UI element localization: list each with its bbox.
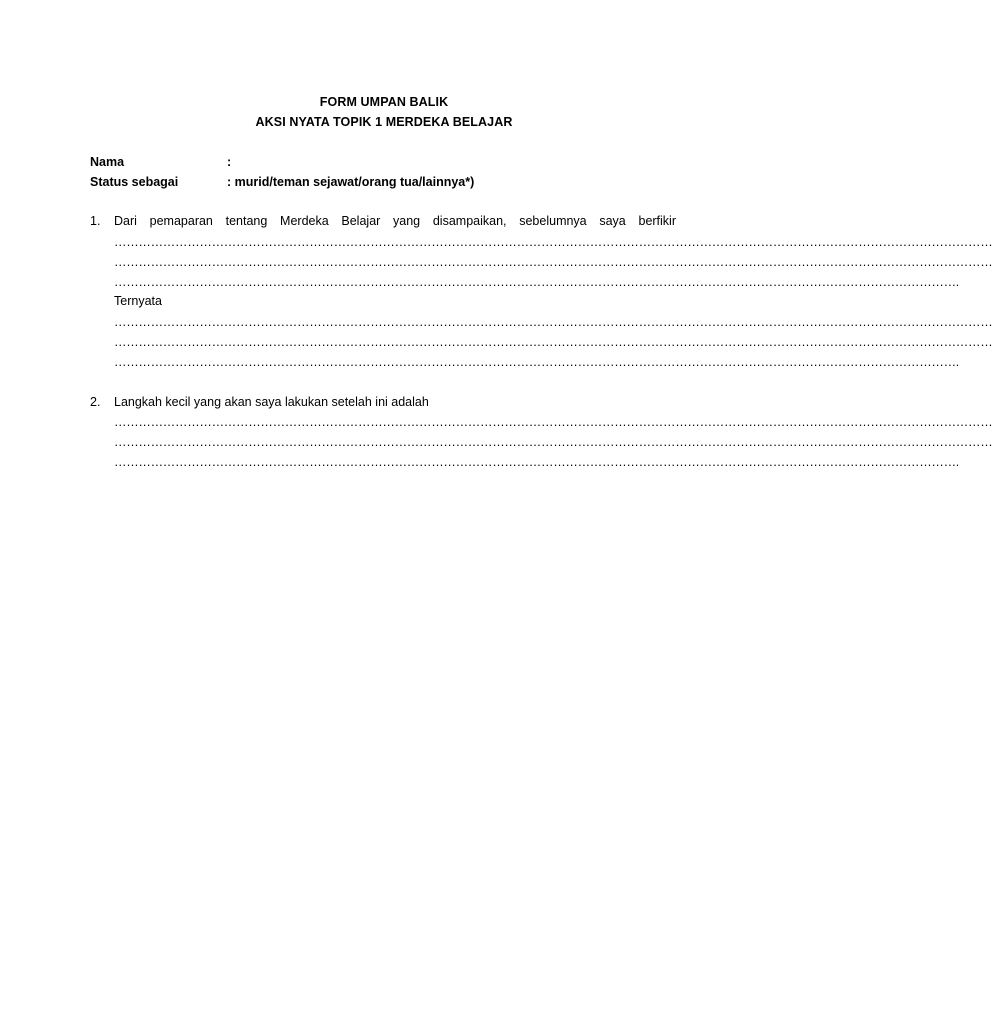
status-value: : murid/teman sejawat/orang tua/lainnya*) [227,175,475,189]
status-label: Status sebagai [90,175,179,189]
nama-label: Nama [90,155,125,169]
answer-line: ………………………………………………………………………………………………………………………………………………………………………………………. [114,355,959,369]
answer-line: ……………………………………………………………………………………………………………………………………………………………………………………………… [114,435,992,449]
question-1-subprompt: Ternyata [114,294,162,308]
form-title: FORM UMPAN BALIK [319,95,449,109]
answer-line: ……………………………………………………………………………………………………………………………………………………………………………………………… [114,235,992,249]
nama-value: : [227,155,232,169]
answer-line: ………………………………………………………………………………………………………………………………………………………………………………………. [114,455,959,469]
question-2-number: 2. [90,395,101,409]
question-1-text: Dari pemaparan tentang Merdeka Belajar yang disampaikan, sebelumnya saya berfikir [114,214,676,228]
answer-line: ……………………………………………………………………………………………………………………………………………………………………………………………… [114,335,992,349]
answer-line: ……………………………………………………………………………………………………………………………………………………………………………………………… [114,315,992,329]
form-subtitle: AKSI NYATA TOPIK 1 MERDEKA BELAJAR [255,115,513,129]
question-2-text: Langkah kecil yang akan saya lakukan setelah ini adalah [114,395,429,409]
answer-line: ……………………………………………………………………………………………………………………………………………………………………………………………… [114,415,992,429]
answer-line: ………………………………………………………………………………………………………………………………………………………………………………………. [114,275,959,289]
question-1-number: 1. [90,214,101,228]
answer-line: ……………………………………………………………………………………………………………………………………………………………………………………………… [114,255,992,269]
